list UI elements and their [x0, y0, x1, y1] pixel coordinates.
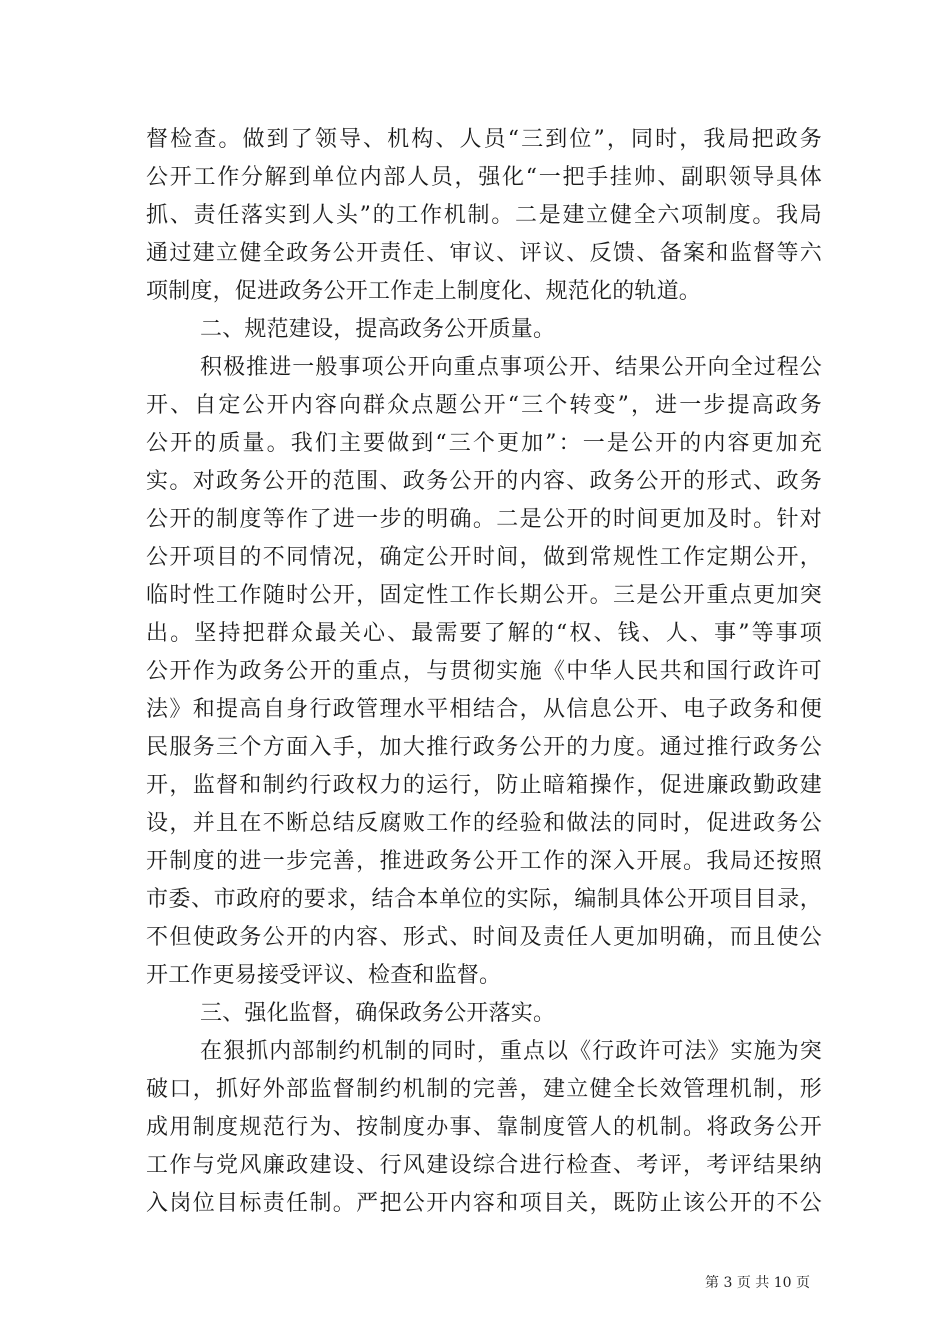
page-number: 第 3 页 共 10 页 [705, 1275, 810, 1291]
section-heading: 二、规范建设，提高政务公开质量。 [200, 317, 556, 342]
text-line: 市委、市政府的要求，结合本单位的实际，编制具体公开项目目录， [146, 887, 822, 912]
section-heading: 三、强化监督，确保政务公开落实。 [200, 1001, 556, 1026]
text-line: 成用制度规范行为、按制度办事、靠制度管人的机制。将政务公开 [146, 1115, 822, 1140]
text-line: 公开作为政务公开的重点，与贯彻实施《中华人民共和国行政许可 [146, 659, 822, 684]
text-line: 开工作更易接受评议、检查和监督。 [146, 963, 502, 988]
text-line: 设，并且在不断总结反腐败工作的经验和做法的同时，促进政务公 [146, 811, 822, 836]
text-line: 实。对政务公开的范围、政务公开的内容、政务公开的形式、政务 [146, 469, 822, 494]
text-line: 公开的质量。我们主要做到“三个更加”：一是公开的内容更加充 [146, 431, 822, 456]
text-line: 不但使政务公开的内容、形式、时间及责任人更加明确，而且使公 [146, 925, 822, 950]
text-line: 工作与党风廉政建设、行风建设综合进行检查、考评，考评结果纳 [146, 1153, 822, 1178]
text-line: 公开项目的不同情况，确定公开时间，做到常规性工作定期公开， [146, 545, 822, 570]
text-line: 项制度，促进政务公开工作走上制度化、规范化的轨道。 [146, 279, 702, 304]
text-line: 出。坚持把群众最关心、最需要了解的“权、钱、人、事”等事项 [146, 621, 822, 646]
text-line: 抓、责任落实到人头”的工作机制。二是建立健全六项制度。我局 [146, 203, 822, 228]
text-line: 在狠抓内部制约机制的同时，重点以《行政许可法》实施为突 [200, 1039, 822, 1064]
text-line: 开、自定公开内容向群众点题公开“三个转变”，进一步提高政务 [146, 393, 822, 418]
text-line: 开制度的进一步完善，推进政务公开工作的深入开展。我局还按照 [146, 849, 822, 874]
text-line: 公开工作分解到单位内部人员，强化“一把手挂帅、副职领导具体 [146, 165, 822, 190]
text-line: 积极推进一般事项公开向重点事项公开、结果公开向全过程公 [200, 355, 822, 380]
text-line: 破口，抓好外部监督制约机制的完善，建立健全长效管理机制，形 [146, 1077, 822, 1102]
text-line: 民服务三个方面入手，加大推行政务公开的力度。通过推行政务公 [146, 735, 822, 760]
text-line: 开，监督和制约行政权力的运行，防止暗箱操作，促进廉政勤政建 [146, 773, 822, 798]
text-line: 督检查。做到了领导、机构、人员“三到位”，同时，我局把政务 [146, 127, 822, 152]
text-line: 通过建立健全政务公开责任、审议、评议、反馈、备案和监督等六 [146, 241, 822, 266]
text-line: 入岗位目标责任制。严把公开内容和项目关，既防止该公开的不公 [146, 1191, 822, 1216]
text-line: 临时性工作随时公开，固定性工作长期公开。三是公开重点更加突 [146, 583, 822, 608]
text-line: 法》和提高自身行政管理水平相结合，从信息公开、电子政务和便 [146, 697, 822, 722]
text-line: 公开的制度等作了进一步的明确。二是公开的时间更加及时。针对 [146, 507, 822, 532]
